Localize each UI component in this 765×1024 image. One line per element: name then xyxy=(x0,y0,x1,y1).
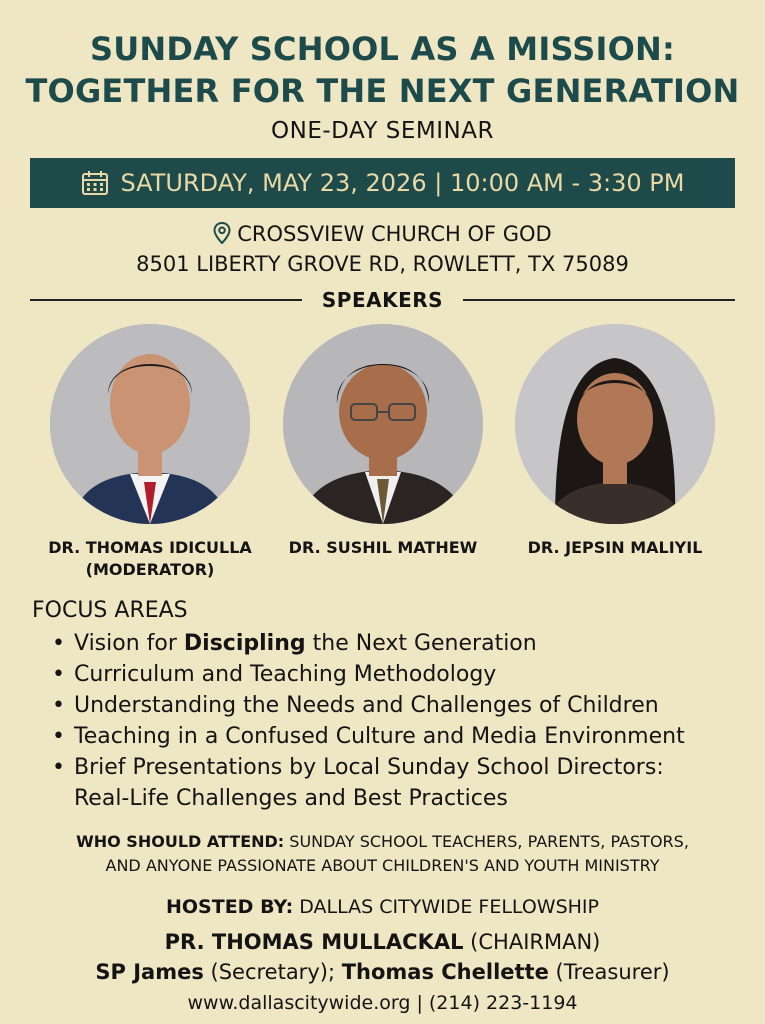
speakers-heading: SPEAKERS xyxy=(321,288,444,312)
location-pin-icon xyxy=(213,222,231,244)
focus-item-4-text: Teaching in a Confused Culture and Media Environment xyxy=(74,724,685,749)
focus-item-1 xyxy=(50,628,750,659)
focus-item-1-post: the Next Generation xyxy=(305,631,537,656)
focus-item-3-text: Understanding the Needs and Challenges of Children xyxy=(74,693,659,718)
focus-item-4 xyxy=(50,721,750,752)
focus-areas-heading: FOCUS AREAS xyxy=(32,598,188,623)
bullet-icon: • xyxy=(52,693,65,718)
speaker-photo-2 xyxy=(283,324,483,524)
venue-name-line xyxy=(0,222,765,246)
bullet-icon: • xyxy=(52,631,65,656)
treasurer-name: Thomas Chellette xyxy=(341,960,549,984)
hosted-by xyxy=(0,896,765,918)
who-label: WHO SHOULD ATTEND: xyxy=(76,832,285,851)
contact-info: www.dallascitywide.org | (214) 223-1194 xyxy=(187,992,578,1014)
who-line-1 xyxy=(0,830,765,854)
focus-item-2-text: Curriculum and Teaching Methodology xyxy=(74,662,497,687)
focus-areas-list xyxy=(50,628,750,814)
hosted-label: HOSTED BY: xyxy=(166,896,294,918)
hosted-org: DALLAS CITYWIDE FELLOWSHIP xyxy=(293,896,599,918)
focus-item-3 xyxy=(50,690,750,721)
speaker-1-name: DR. THOMAS IDICULLA xyxy=(48,538,252,557)
speaker-photo-1 xyxy=(50,324,250,524)
who-text-1: SUNDAY SCHOOL TEACHERS, PARENTS, PASTORS, xyxy=(284,832,689,851)
chairman-name: PR. THOMAS MULLACKAL xyxy=(164,930,464,954)
speakers-divider xyxy=(30,288,735,312)
speaker-1-role: (MODERATOR) xyxy=(85,560,215,579)
who-text-2: AND ANYONE PASSIONATE ABOUT CHILDREN'S AND YOUTH MINISTRY xyxy=(105,856,660,875)
focus-item-5-line2: Real-Life Challenges and Best Practices xyxy=(74,786,508,811)
divider-line-right xyxy=(463,299,735,301)
speaker-1-caption xyxy=(30,537,270,581)
speaker-3-name: DR. JEPSIN MALIYIL xyxy=(527,538,703,557)
venue-name: CROSSVIEW CHURCH OF GOD xyxy=(237,222,552,246)
focus-item-5-continued xyxy=(50,783,750,814)
bullet-icon: • xyxy=(52,755,65,780)
bullet-icon: • xyxy=(52,724,65,749)
venue-address: 8501 LIBERTY GROVE RD, ROWLETT, TX 75089 xyxy=(136,252,629,276)
speaker-2-caption xyxy=(263,537,503,559)
speaker-2-name: DR. SUSHIL MATHEW xyxy=(288,538,478,557)
who-should-attend xyxy=(0,830,765,878)
date-time-banner xyxy=(30,158,735,208)
focus-item-5-line1: Brief Presentations by Local Sunday School Directors: xyxy=(74,755,664,780)
calendar-icon xyxy=(81,170,109,196)
treasurer-role: (Treasurer) xyxy=(548,960,670,984)
focus-item-1-pre: Vision for xyxy=(74,631,184,656)
date-time-text: SATURDAY, MAY 23, 2026 | 10:00 AM - 3:30 PM xyxy=(120,169,685,197)
secretary-role: (Secretary); xyxy=(203,960,342,984)
chairman-line xyxy=(0,930,765,954)
speaker-3-caption xyxy=(495,537,735,559)
focus-item-1-bold: Discipling xyxy=(183,631,306,656)
secretary-name: SP James xyxy=(95,960,204,984)
speaker-photo-3 xyxy=(515,324,715,524)
bullet-icon: • xyxy=(52,662,65,687)
chairman-role: (CHAIRMAN) xyxy=(463,930,601,954)
event-subtitle: ONE-DAY SEMINAR xyxy=(271,118,494,144)
focus-item-5 xyxy=(50,752,750,783)
title-line-1: SUNDAY SCHOOL AS A MISSION: xyxy=(90,30,675,68)
focus-item-2 xyxy=(50,659,750,690)
title-line-2: TOGETHER FOR THE NEXT GENERATION xyxy=(25,72,740,110)
secretary-treasurer-line xyxy=(0,960,765,984)
